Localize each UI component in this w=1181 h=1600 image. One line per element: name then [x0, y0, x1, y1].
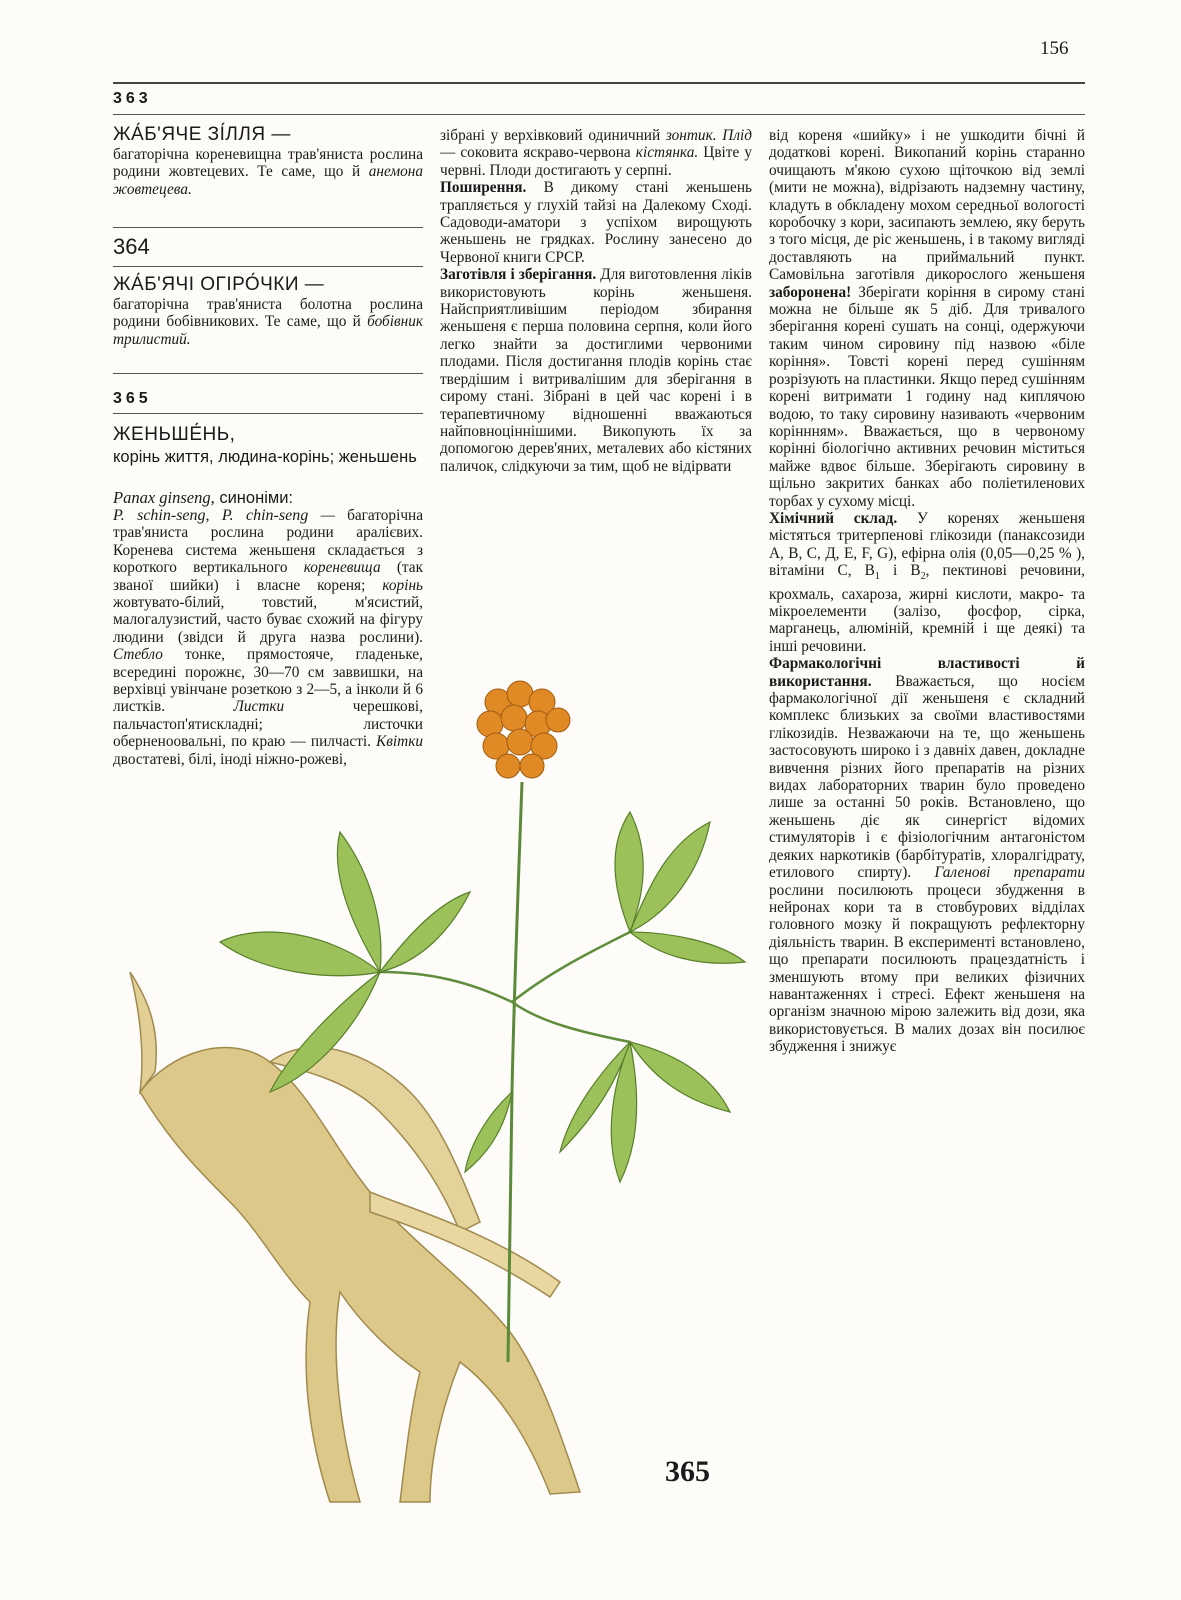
italic-term: кістянка. — [635, 144, 699, 162]
italic-term: Галенові препарати — [934, 864, 1086, 882]
italic-term: Листки — [233, 698, 285, 716]
text-run: — соковита яскраво-червона — [440, 144, 636, 162]
text-run: Для виготовлення ліків використовують корінь женьшеня. Найсприятливішим періодом збирання женьшеня є перша половина серпня, коли його легко знайти за достиглими червоними плодами. Після достигання плодів корінь стає твердішим і витривалішим для зберігання в сирому стані. Зібрані в цей час корені і в терапевтичному відношенні вважаються найповноціннішими. Викопують їх за допомогою дерев'яних, металевих або кістяних паличок, слідкуючи за тим, щоб не відірвати — [440, 266, 752, 475]
text-run: багаторічна трав'яниста рослина родини аралієвих. Коренева система женьшеня складається з короткого вертикального — [113, 507, 424, 577]
section-heading: Заготівля і зберігання. — [440, 266, 597, 284]
entry-divider — [113, 413, 423, 414]
column-2 — [440, 127, 752, 475]
italic-term: кореневища — [303, 559, 381, 577]
entry-divider — [113, 114, 1085, 115]
entry-body-364 — [113, 296, 423, 348]
italic-term: корінь — [382, 576, 423, 594]
latin-name: Panax ginseng, — [113, 488, 215, 507]
italic-term: Квітки — [376, 733, 423, 751]
entry-heading-363: ЖА́Б'ЯЧЕ ЗІ́ЛЛЯ — — [113, 124, 291, 145]
entry-reference: бобівник трилистий. — [113, 313, 423, 348]
paragraph — [440, 266, 752, 475]
paragraph — [769, 655, 1085, 1055]
entry-number-363: 363 — [113, 90, 152, 107]
synonyms: P. schin-seng, P. chin-seng — — [113, 507, 335, 524]
text-run: зібрані у верхівковий одиничний — [440, 127, 666, 144]
text-run: Цвіте у червні. Плоди достигають у серпні. — [440, 144, 752, 179]
text-run: жовтувато-білий, товстий, м'ясистий, малогалузистий, часто буває схожий на фігуру людини (звідси й друга назва рослини). — [113, 594, 423, 646]
entry-text: багаторічна кореневищна трав'яниста рослина родини жовтецевих. Те саме, що й — [113, 146, 423, 181]
entry-divider — [113, 227, 423, 228]
entry-number-365: 365 — [113, 390, 152, 407]
entry-divider — [113, 373, 423, 374]
figure-label: 365 — [665, 1455, 710, 1488]
entry-text: багаторічна трав'яниста болотна рослина родини бобівникових. Те саме, що й — [113, 296, 423, 331]
ginseng-illustration — [110, 672, 750, 1512]
entry-alt-names: корінь життя, людина-корінь; женьшень — [113, 448, 417, 466]
section-heading: Хімічний склад. — [769, 509, 898, 527]
text-run: тонке, прямостояче, гладеньке, всередині порожнє, 30—70 см заввишки, на верхівці увінчане розеткою з 2—5, а інколи й 6 листків. — [113, 646, 423, 716]
entry-number-364: 364 — [113, 234, 150, 259]
entry-body-363 — [113, 146, 423, 198]
text-run: 2 — [920, 571, 926, 583]
page-number: 156 — [1040, 38, 1069, 59]
text-run: 1 — [874, 571, 880, 583]
section-heading: Фармакологічні властивості й використання. — [769, 655, 1085, 690]
paragraph — [440, 179, 752, 266]
entry-latin-line — [113, 488, 425, 508]
text-run: В дикому стані женьшень трапляється у глухій тайзі на Далекому Сході. Садоводи-аматори з успіхом вирощують женьшень не грядках. Рослину занесено до Червоної книги СРСР. — [440, 179, 752, 266]
text-run: від кореня «шийку» і не ушкодити бічні й додаткові корені. Викопаний корінь старанно очищають м'якою сухою щіточкою від землі (мити не можна), відрізають надземну частину, кладуть в обкладену мохом середньої вологості коробочку з кори, засипають землею, яку беруть з того місця, де ріс женьшень, і в такому вигляді доставляють на приймальний пункт. Самовільна заготівля дикорослого женьшеня — [769, 127, 1085, 284]
text-run: і В — [879, 562, 921, 580]
entry-heading-364: ЖА́Б'ЯЧІ ОГІРО́ЧКИ — — [113, 274, 325, 295]
section-heading: Поширення. — [440, 179, 527, 197]
italic-term: Стебло — [113, 646, 163, 664]
paragraph — [769, 127, 1085, 510]
text-run: , пектинові речовини, крохмаль, сахароза, жирні кислоти, макро- та мікроелементи (залізо, фосфор, сірка, марганець, алюміній, кремній і ще деякі) та інші речовини. — [769, 562, 1085, 655]
entry-heading-365: ЖЕНЬШЕ́НЬ, — [113, 424, 236, 445]
top-divider — [113, 82, 1085, 84]
paragraph — [769, 510, 1085, 655]
text-run: Вважається, що носієм фармакологічної дії женьшеня є складний комплекс близьких за своїми властивостями глікозидів. Незважаючи на те, що женьшень застосовують широко і з давніх давен, докладне вивчення різних його препаратів на різних видах лабораторних тварин було проведено лише за останні 50 років. Встановлено, що женьшень діє як синергіст відомих стимуляторів і є фізіологічним антагоністом деяких наркотиків (барбітуратів, хлоралгідрату, етилового спирту). — [769, 672, 1085, 882]
section-heading: заборонена! — [769, 283, 852, 301]
text-run: Зберігати коріння в сирому стані можна не більше як 5 діб. Для тривалого зберігання корені сушать на сонці, одержуючи таким чином сировину під назвою «біле коріння». Товсті корені перед сушінням розрізують на пластинки. Якщо перед сушінням корені витримати 1 годину над киплячою водою, то таку сировину називають «червоним коріннням». Вважається, що в червоному корінні біологічно активних речовин міститься майже вдвоє більше. Зберігають сировину в щільно закритих банках або поліетиленових торбах у сухому місці. — [769, 283, 1085, 510]
text-run: рослини посилюють процеси збудження в нейронах кори та в стовбурових відділах головного мозку й покращують рефлекторну діяльність тварин. В експерименті встановлено, що препарати посилюють працездатність і зменшують втому при великих фізичних навантаженнях і стресі. Ефект женьшеня на організм значною мірою залежить від дози, яка використовується. В малих дозах він посилює збудження і знижує — [769, 881, 1085, 1056]
text-run: двостатеві, білі, іноді ніжно-рожеві, — [113, 750, 347, 768]
column-3 — [769, 127, 1085, 1056]
text-run: черешкові, пальчастоп'ятискладні; листочки оберненоовальні, по краю — пилчасті. — [113, 698, 423, 751]
text-run: У коренях женьшеня містяться тритерпенові глікозиди (панаксозиди А, В, С, Д, Е, F, G), ефірна олія (0,05—0,25 % ), вітаміни С, В — [769, 509, 1085, 580]
italic-term: зонтик. — [665, 127, 717, 144]
paragraph — [440, 127, 752, 179]
synonyms-label: синоніми: — [219, 489, 294, 507]
entry-divider — [113, 266, 423, 267]
text-run: (так званої шийки) і власне кореня; — [113, 559, 424, 594]
berry-cluster — [477, 681, 570, 778]
entry-reference: анемона жовтецева. — [113, 163, 423, 198]
italic-term: Плід — [722, 127, 752, 144]
